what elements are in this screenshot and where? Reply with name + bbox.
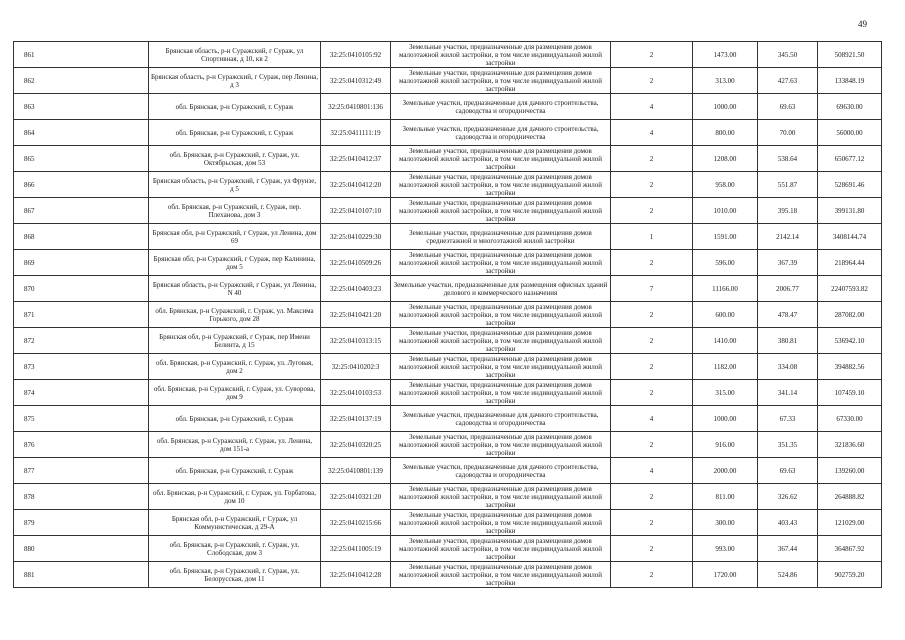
cadastral-value-cell: 121029.00 [818,510,882,536]
address-cell: обл. Брянская, р-н Суражский, г. Сураж [149,406,321,432]
cadastral-number-cell: 32:25:0410321:20 [321,484,391,510]
cadastral-value-cell: 56000.00 [818,120,882,146]
group-code-cell: 2 [611,302,693,328]
area-cell: 1208.00 [693,146,758,172]
address-cell: обл. Брянская, р-н Суражский, г. Сураж, ул. Горбатова, дом 10 [149,484,321,510]
row-number-cell: 862 [14,68,149,94]
row-number-cell: 878 [14,484,149,510]
cadastral-number-cell: 32:25:0411005:19 [321,536,391,562]
address-cell: обл. Брянская, р-н Суражский, г. Сураж, ул. Белорусская, дом 11 [149,562,321,588]
table-row [14,354,882,380]
area-cell: 1720.00 [693,562,758,588]
table-row [14,146,882,172]
table-row [14,510,882,536]
table-row [14,276,882,302]
row-number-cell: 870 [14,276,149,302]
cadastral-number-cell: 32:25:0410412:20 [321,172,391,198]
cadastral-number-cell: 32:25:0410412:37 [321,146,391,172]
group-code-cell: 2 [611,172,693,198]
area-cell: 1591.00 [693,224,758,250]
cadastral-value-cell: 139260.00 [818,458,882,484]
group-code-cell: 2 [611,380,693,406]
group-code-cell: 4 [611,120,693,146]
row-number-cell: 869 [14,250,149,276]
table-row [14,224,882,250]
area-cell: 315.00 [693,380,758,406]
area-cell: 958.00 [693,172,758,198]
land-use-cell: Земельные участки, предназначенные для размещения домов малоэтажной жилой застройки, в том числе индивидуальной жилой застройки [391,172,611,198]
address-cell: обл. Брянская, р-н Суражский, г. Сураж, ул. Максима Горького, дом 28 [149,302,321,328]
address-cell: обл. Брянская, р-н Суражский, г. Сураж [149,94,321,120]
table-row [14,484,882,510]
group-code-cell: 2 [611,198,693,224]
cadastral-value-cell: 67330.00 [818,406,882,432]
cadastral-number-cell: 32:25:0410103:53 [321,380,391,406]
area-cell: 916.00 [693,432,758,458]
table-row [14,250,882,276]
address-cell: Брянская область, р-н Суражский, г Сураж, пер Ленина, д 3 [149,68,321,94]
group-code-cell: 2 [611,146,693,172]
cadastral-value-cell: 528691.46 [818,172,882,198]
area-cell: 811.00 [693,484,758,510]
area-cell: 1000.00 [693,406,758,432]
address-cell: обл. Брянская, р-н Суражский, г. Сураж, ул. Суворова, дом 9 [149,380,321,406]
row-number-cell: 867 [14,198,149,224]
land-plots-table [13,41,882,588]
unit-value-cell: 478.47 [758,302,818,328]
cadastral-value-cell: 69630.00 [818,94,882,120]
table-row [14,432,882,458]
cadastral-number-cell: 32:25:0410312:49 [321,68,391,94]
cadastral-value-cell: 22407593.82 [818,276,882,302]
unit-value-cell: 2142.14 [758,224,818,250]
unit-value-cell: 551.87 [758,172,818,198]
group-code-cell: 4 [611,94,693,120]
unit-value-cell: 341.14 [758,380,818,406]
area-cell: 313.00 [693,68,758,94]
address-cell: обл. Брянская, р-н Суражский, г. Сураж [149,458,321,484]
group-code-cell: 2 [611,68,693,94]
area-cell: 1410.00 [693,328,758,354]
cadastral-number-cell: 32:25:0410107:10 [321,198,391,224]
land-use-cell: Земельные участки, предназначенные для размещения домов малоэтажной жилой застройки, в том числе индивидуальной жилой застройки [391,68,611,94]
cadastral-value-cell: 902759.20 [818,562,882,588]
table-row [14,406,882,432]
unit-value-cell: 351.35 [758,432,818,458]
cadastral-value-cell: 364867.92 [818,536,882,562]
cadastral-value-cell: 394882.56 [818,354,882,380]
unit-value-cell: 395.18 [758,198,818,224]
area-cell: 300.00 [693,510,758,536]
cadastral-number-cell: 32:25:0410320:25 [321,432,391,458]
area-cell: 600.00 [693,302,758,328]
land-use-cell: Земельные участки, предназначенные для дачного строительства, садоводства и огородничества [391,120,611,146]
row-number-cell: 879 [14,510,149,536]
land-use-cell: Земельные участки, предназначенные для размещения домов малоэтажной жилой застройки, в том числе индивидуальной жилой застройки [391,510,611,536]
land-use-cell: Земельные участки, предназначенные для размещения домов малоэтажной жилой застройки, в том числе индивидуальной жилой застройки [391,380,611,406]
land-use-cell: Земельные участки, предназначенные для дачного строительства, садоводства и огородничества [391,94,611,120]
row-number-cell: 863 [14,94,149,120]
land-use-cell: Земельные участки, предназначенные для размещения домов малоэтажной жилой застройки, в том числе индивидуальной жилой застройки [391,562,611,588]
cadastral-number-cell: 32:25:0410403:23 [321,276,391,302]
group-code-cell: 2 [611,354,693,380]
cadastral-value-cell: 3408144.74 [818,224,882,250]
unit-value-cell: 367.44 [758,536,818,562]
unit-value-cell: 2006.77 [758,276,818,302]
row-number-cell: 881 [14,562,149,588]
cadastral-value-cell: 264888.82 [818,484,882,510]
cadastral-number-cell: 32:25:0410421:20 [321,302,391,328]
unit-value-cell: 367.39 [758,250,818,276]
row-number-cell: 866 [14,172,149,198]
unit-value-cell: 403.43 [758,510,818,536]
cadastral-number-cell: 32:25:0410137:19 [321,406,391,432]
area-cell: 1473.00 [693,42,758,68]
group-code-cell: 2 [611,536,693,562]
row-number-cell: 873 [14,354,149,380]
group-code-cell: 4 [611,406,693,432]
row-number-cell: 880 [14,536,149,562]
row-number-cell: 872 [14,328,149,354]
row-number-cell: 871 [14,302,149,328]
address-cell: обл. Брянская, р-н Суражский, г. Сураж, ул. Ленина, дом 151-а [149,432,321,458]
group-code-cell: 2 [611,432,693,458]
table-row [14,68,882,94]
cadastral-value-cell: 650677.12 [818,146,882,172]
land-use-cell: Земельные участки, предназначенные для размещения домов малоэтажной жилой застройки, в том числе индивидуальной жилой застройки [391,354,611,380]
table-body [14,42,882,588]
area-cell: 800.00 [693,120,758,146]
table-row [14,380,882,406]
address-cell: обл. Брянская, р-н Суражский, г. Сураж, ул. Октябрьская, дом 53 [149,146,321,172]
unit-value-cell: 334.08 [758,354,818,380]
table-row [14,198,882,224]
group-code-cell: 2 [611,250,693,276]
land-use-cell: Земельные участки, предназначенные для размещения домов малоэтажной жилой застройки, в том числе индивидуальной жилой застройки [391,432,611,458]
address-cell: обл. Брянская, р-н Суражский, г. Сураж [149,120,321,146]
row-number-cell: 877 [14,458,149,484]
cadastral-value-cell: 321836.60 [818,432,882,458]
address-cell: Брянская обл, р-н Суражский, г Сураж, ул Коммунистическая, д 29-А [149,510,321,536]
unit-value-cell: 326.62 [758,484,818,510]
land-use-cell: Земельные участки, предназначенные для размещения домов малоэтажной жилой застройки, в том числе индивидуальной жилой застройки [391,536,611,562]
cadastral-number-cell: 32:25:0410801:136 [321,94,391,120]
table-row [14,42,882,68]
cadastral-value-cell: 107459.10 [818,380,882,406]
row-number-cell: 876 [14,432,149,458]
group-code-cell: 4 [611,458,693,484]
address-cell: обл. Брянская, р-н Суражский, г. Сураж, пер. Плеханова, дом 3 [149,198,321,224]
unit-value-cell: 380.81 [758,328,818,354]
row-number-cell: 861 [14,42,149,68]
land-use-cell: Земельные участки, предназначенные для размещения домов малоэтажной жилой застройки, в том числе индивидуальной жилой застройки [391,198,611,224]
land-use-cell: Земельные участки, предназначенные для дачного строительства, садоводства и огородничества [391,458,611,484]
unit-value-cell: 427.63 [758,68,818,94]
cadastral-value-cell: 133848.19 [818,68,882,94]
land-use-cell: Земельные участки, предназначенные для размещения офисных зданий делового и коммерческого назначения [391,276,611,302]
cadastral-number-cell: 32:25:0411111:19 [321,120,391,146]
unit-value-cell: 70.00 [758,120,818,146]
address-cell: обл. Брянская, р-н Суражский, г. Сураж, ул. Слободская, дом 3 [149,536,321,562]
unit-value-cell: 67.33 [758,406,818,432]
unit-value-cell: 69.63 [758,94,818,120]
cadastral-number-cell: 32:25:0410202:3 [321,354,391,380]
cadastral-number-cell: 32:25:0410801:139 [321,458,391,484]
cadastral-number-cell: 32:25:0410105:92 [321,42,391,68]
row-number-cell: 874 [14,380,149,406]
area-cell: 1000.00 [693,94,758,120]
row-number-cell: 875 [14,406,149,432]
group-code-cell: 2 [611,484,693,510]
area-cell: 993.00 [693,536,758,562]
land-use-cell: Земельные участки, предназначенные для размещения домов малоэтажной жилой застройки, в том числе индивидуальной жилой застройки [391,250,611,276]
address-cell: обл. Брянская, р-н Суражский, г. Сураж, ул. Луговая, дом 2 [149,354,321,380]
group-code-cell: 7 [611,276,693,302]
table-row [14,458,882,484]
row-number-cell: 868 [14,224,149,250]
table-row [14,328,882,354]
cadastral-number-cell: 32:25:0410509:26 [321,250,391,276]
cadastral-number-cell: 32:25:0410412:28 [321,562,391,588]
cadastral-value-cell: 287082.00 [818,302,882,328]
table-row [14,536,882,562]
cadastral-number-cell: 32:25:0410313:15 [321,328,391,354]
land-use-cell: Земельные участки, предназначенные для размещения домов малоэтажной жилой застройки, в том числе индивидуальной жилой застройки [391,42,611,68]
group-code-cell: 2 [611,562,693,588]
area-cell: 1010.00 [693,198,758,224]
row-number-cell: 864 [14,120,149,146]
address-cell: Брянская область, р-н Суражский, г Сураж, ул Фрунзе, д 5 [149,172,321,198]
address-cell: Брянская обл, р-н Суражский, г Сураж, пер Калинина, дом 5 [149,250,321,276]
address-cell: Брянская обл, р-н Суражский, г Сураж, пер Имени Белинта, д 15 [149,328,321,354]
area-cell: 11166.00 [693,276,758,302]
table-row [14,562,882,588]
table-row [14,302,882,328]
table-row [14,120,882,146]
unit-value-cell: 524.86 [758,562,818,588]
area-cell: 2000.00 [693,458,758,484]
address-cell: Брянская область, р-н Суражский, г Сураж, ул Ленина, N 40 [149,276,321,302]
land-use-cell: Земельные участки, предназначенные для размещения домов малоэтажной жилой застройки, в том числе индивидуальной жилой застройки [391,328,611,354]
group-code-cell: 2 [611,510,693,536]
unit-value-cell: 69.63 [758,458,818,484]
address-cell: Брянская обл, р-н Суражский, г Сураж, ул Ленина, дом 69 [149,224,321,250]
cadastral-number-cell: 32:25:0410215:66 [321,510,391,536]
area-cell: 596.00 [693,250,758,276]
land-use-cell: Земельные участки, предназначенные для размещения домов среднеэтажной и многоэтажной жилой застройки [391,224,611,250]
land-use-cell: Земельные участки, предназначенные для размещения домов малоэтажной жилой застройки, в том числе индивидуальной жилой застройки [391,302,611,328]
land-use-cell: Земельные участки, предназначенные для дачного строительства, садоводства и огородничества [391,406,611,432]
cadastral-value-cell: 218964.44 [818,250,882,276]
unit-value-cell: 345.50 [758,42,818,68]
area-cell: 1182.00 [693,354,758,380]
group-code-cell: 1 [611,224,693,250]
address-cell: Брянская область, р-н Суражский, г Сураж, ул Спортивная, д 10, кв 2 [149,42,321,68]
unit-value-cell: 538.64 [758,146,818,172]
table-row [14,172,882,198]
group-code-cell: 2 [611,42,693,68]
group-code-cell: 2 [611,328,693,354]
table-row [14,94,882,120]
row-number-cell: 865 [14,146,149,172]
land-use-cell: Земельные участки, предназначенные для размещения домов малоэтажной жилой застройки, в том числе индивидуальной жилой застройки [391,484,611,510]
land-use-cell: Земельные участки, предназначенные для размещения домов малоэтажной жилой застройки, в том числе индивидуальной жилой застройки [391,146,611,172]
page-number: 49 [858,19,867,29]
cadastral-number-cell: 32:25:0410229:30 [321,224,391,250]
cadastral-value-cell: 508921.50 [818,42,882,68]
cadastral-value-cell: 536942.10 [818,328,882,354]
cadastral-value-cell: 399131.80 [818,198,882,224]
